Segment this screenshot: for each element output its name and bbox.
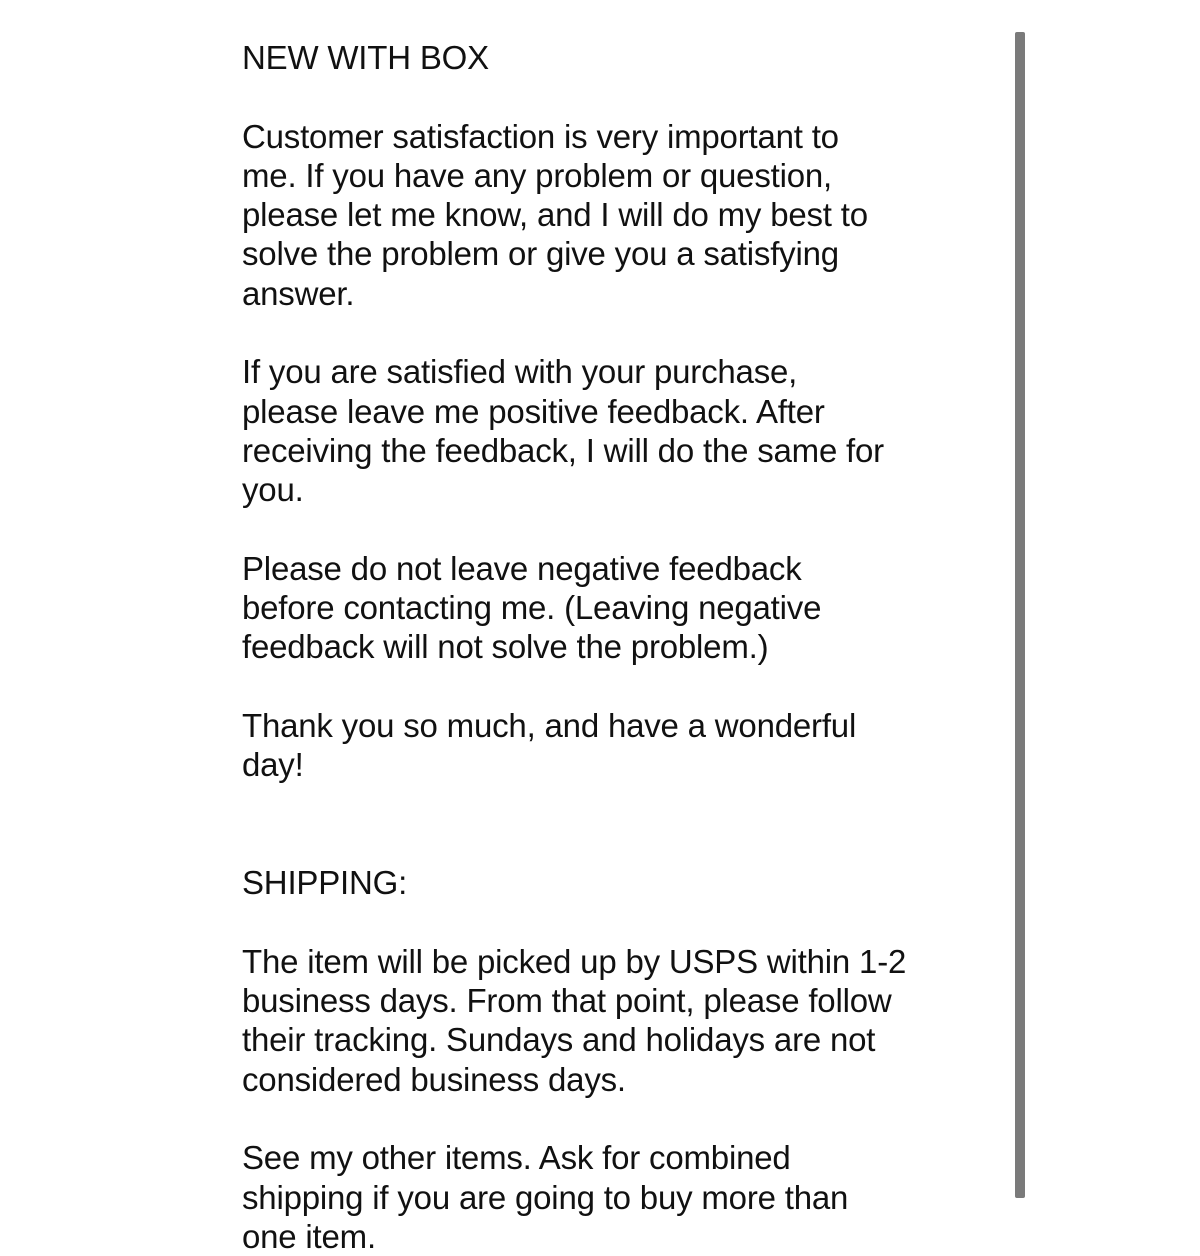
shipping-section [242, 824, 982, 1099]
shipping-paragraph: The item will be picked up by USPS within 1-2 business days. From that point, please follow their tracking. Sundays and holidays are not considered business days. [242, 942, 907, 1098]
shipping-label: SHIPPING: [242, 864, 408, 902]
negative-feedback-paragraph: Please do not leave negative feedback before contacting me. (Leaving negative feedback will not solve the problem.) [242, 549, 822, 666]
thanks-paragraph: Thank you so much, and have a wonderful day! [242, 707, 857, 784]
condition-heading: NEW WITH BOX [242, 39, 489, 76]
vertical-scrollbar[interactable] [1015, 32, 1025, 1198]
feedback-paragraph: If you are satisfied with your purchase, please leave me positive feedback. After receiving the feedback, I will do the same for you. [242, 353, 884, 509]
description-text-area [242, 38, 982, 1256]
satisfaction-paragraph: Customer satisfaction is very important to me. If you have any problem or question, please let me know, and I will do my best to solve the problem or give you a satisfying answer. [242, 117, 868, 312]
other-items-paragraph: See my other items. Ask for combined shipping if you are going to buy more than one item. [242, 1139, 849, 1255]
